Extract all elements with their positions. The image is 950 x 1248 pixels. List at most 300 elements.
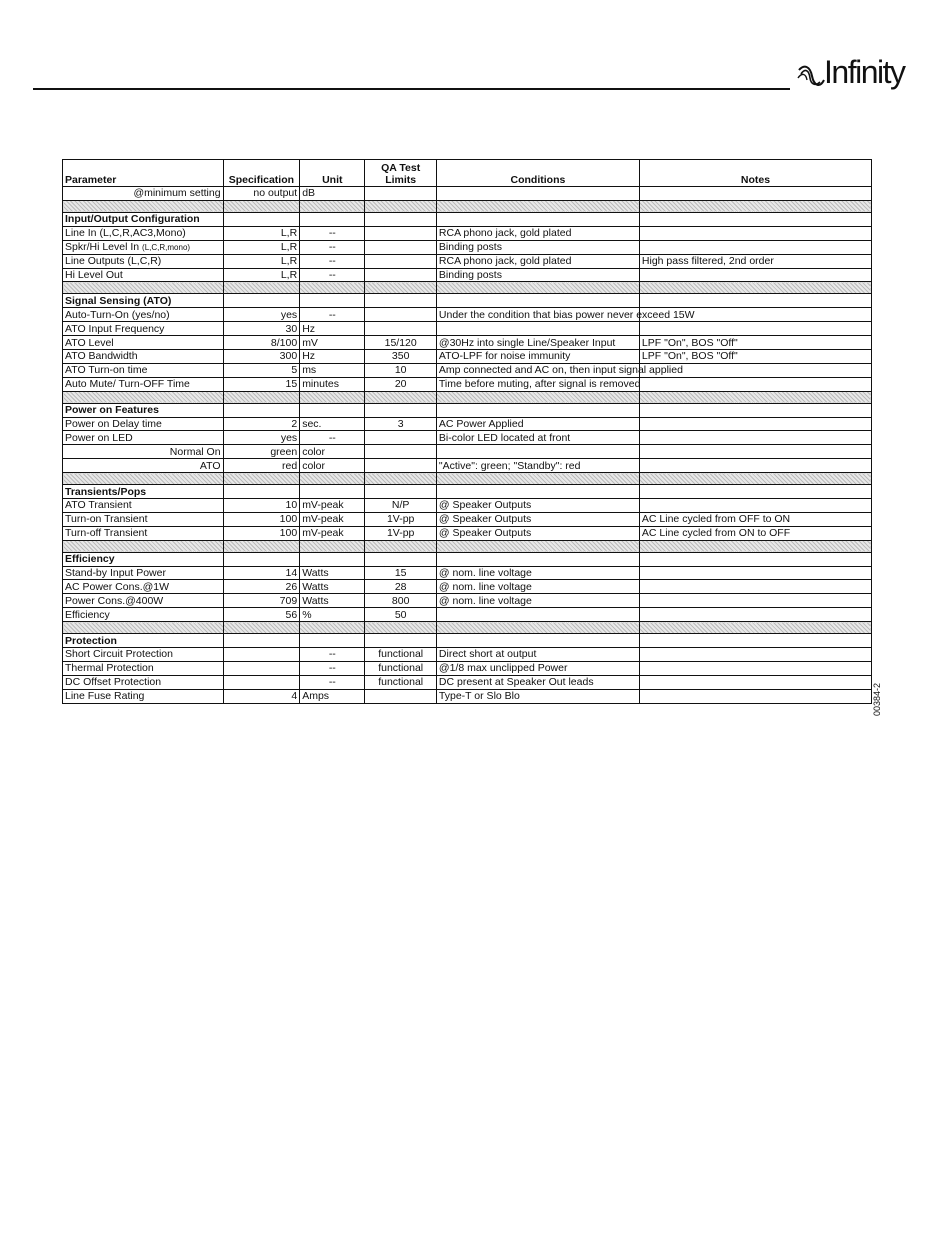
table-row: [63, 499, 872, 513]
unit-cell: Watts: [300, 566, 365, 580]
separator-cell: [223, 391, 300, 403]
empty-cell: [365, 212, 436, 226]
table-row: [63, 377, 872, 391]
unit-cell: --: [300, 648, 365, 662]
parameter-cell: [63, 240, 224, 254]
conditions-cell: Type-T or Slo Blo: [436, 689, 639, 703]
header-rule: [33, 88, 790, 90]
conditions-cell: [436, 445, 639, 459]
specification-cell: green: [223, 445, 300, 459]
parameter-label: Auto-Turn-On (yes/no): [65, 308, 170, 321]
separator-cell: [639, 540, 871, 552]
parameter-cell: [63, 566, 224, 580]
parameter-label: Line In (L,C,R,AC3,Mono): [65, 227, 186, 240]
parameter-label: Thermal Protection: [65, 662, 154, 675]
conditions-cell: Binding posts: [436, 240, 639, 254]
section-heading-row: [63, 212, 872, 226]
specification-cell: no output: [223, 187, 300, 201]
specification-cell: 30: [223, 322, 300, 336]
parameter-cell: [63, 322, 224, 336]
unit-cell: --: [300, 308, 365, 322]
table-row: [63, 526, 872, 540]
separator-cell: [436, 473, 639, 485]
header-parameter: Parameter: [63, 160, 224, 187]
unit-cell: --: [300, 254, 365, 268]
conditions-cell: Under the condition that bias power never exceed 15W: [436, 308, 639, 322]
separator-cell: [223, 473, 300, 485]
section-separator-row: [63, 622, 872, 634]
qa-limit-cell: 1V-pp: [365, 526, 436, 540]
specification-cell: L,R: [223, 226, 300, 240]
separator-cell: [365, 473, 436, 485]
parameter-cell: [63, 512, 224, 526]
brand-wordmark: Infinity: [824, 54, 905, 90]
unit-cell: ms: [300, 363, 365, 377]
empty-cell: [365, 403, 436, 417]
specification-cell: 15: [223, 377, 300, 391]
empty-cell: [639, 403, 871, 417]
empty-cell: [436, 552, 639, 566]
qa-limit-cell: [365, 445, 436, 459]
section-heading: Signal Sensing (ATO): [63, 294, 224, 308]
parameter-label: Line Outputs (L,C,R): [65, 255, 162, 268]
qa-limit-cell: functional: [365, 648, 436, 662]
empty-cell: [300, 212, 365, 226]
conditions-cell: [436, 608, 639, 622]
header-specification: Specification: [223, 160, 300, 187]
unit-cell: color: [300, 459, 365, 473]
specification-cell: 100: [223, 512, 300, 526]
parameter-cell: [63, 308, 224, 322]
unit-cell: Hz: [300, 322, 365, 336]
separator-cell: [63, 200, 224, 212]
specification-cell: 56: [223, 608, 300, 622]
empty-cell: [436, 294, 639, 308]
empty-cell: [300, 485, 365, 499]
parameter-cell: [63, 526, 224, 540]
parameter-cell: [63, 431, 224, 445]
notes-cell: [639, 689, 871, 703]
section-heading: Input/Output Configuration: [63, 212, 224, 226]
table-header-row: [63, 160, 872, 187]
parameter-cell: [63, 594, 224, 608]
separator-cell: [365, 540, 436, 552]
unit-cell: %: [300, 608, 365, 622]
notes-cell: [639, 566, 871, 580]
specification-cell: L,R: [223, 268, 300, 282]
empty-cell: [365, 294, 436, 308]
qa-limit-cell: 1V-pp: [365, 512, 436, 526]
section-heading-row: [63, 552, 872, 566]
parameter-label: Hi Level Out: [65, 269, 123, 281]
unit-cell: mV-peak: [300, 512, 365, 526]
qa-limit-cell: [365, 689, 436, 703]
brand-logo: [796, 52, 928, 98]
separator-cell: [365, 391, 436, 403]
parameter-cell: [63, 459, 224, 473]
unit-cell: --: [300, 661, 365, 675]
separator-cell: [300, 473, 365, 485]
separator-cell: [300, 391, 365, 403]
empty-cell: [436, 212, 639, 226]
specification-cell: 8/100: [223, 336, 300, 350]
separator-cell: [223, 540, 300, 552]
notes-cell: [639, 377, 871, 391]
table-row: [63, 322, 872, 336]
empty-cell: [639, 294, 871, 308]
unit-cell: color: [300, 445, 365, 459]
parameter-label: Turn-on Transient: [65, 513, 148, 526]
parameter-cell: [63, 675, 224, 689]
empty-cell: [300, 634, 365, 648]
qa-limit-cell: 20: [365, 377, 436, 391]
empty-cell: [436, 634, 639, 648]
parameter-label: Spkr/Hi Level In: [65, 240, 140, 253]
notes-cell: [639, 431, 871, 445]
qa-limit-cell: 28: [365, 580, 436, 594]
separator-cell: [63, 473, 224, 485]
specification-cell: 5: [223, 363, 300, 377]
section-heading: Efficiency: [63, 552, 224, 566]
section-separator-row: [63, 200, 872, 212]
conditions-cell: [436, 322, 639, 336]
separator-cell: [639, 200, 871, 212]
qa-limit-cell: [365, 187, 436, 201]
notes-cell: [639, 322, 871, 336]
empty-cell: [365, 634, 436, 648]
parameter-sublabel: (L,C,R,mono): [142, 242, 191, 252]
conditions-cell: @ Speaker Outputs: [436, 499, 639, 513]
unit-cell: --: [300, 226, 365, 240]
parameter-cell: [63, 268, 224, 282]
section-heading: Transients/Pops: [63, 485, 224, 499]
unit-cell: dB: [300, 187, 365, 201]
qa-limit-cell: 15/120: [365, 336, 436, 350]
empty-cell: [639, 552, 871, 566]
separator-cell: [223, 282, 300, 294]
unit-cell: Amps: [300, 689, 365, 703]
section-heading-row: [63, 403, 872, 417]
conditions-cell: Direct short at output: [436, 648, 639, 662]
conditions-cell: ATO-LPF for noise immunity: [436, 350, 639, 364]
conditions-cell: DC present at Speaker Out leads: [436, 675, 639, 689]
notes-cell: [639, 661, 871, 675]
parameter-label: Power Cons.@400W: [65, 594, 164, 607]
table-row: [63, 445, 872, 459]
separator-cell: [223, 200, 300, 212]
conditions-cell: @ nom. line voltage: [436, 580, 639, 594]
conditions-cell: "Active": green; "Standby": red: [436, 459, 639, 473]
unit-cell: minutes: [300, 377, 365, 391]
table-row: [63, 648, 872, 662]
qa-limit-cell: 15: [365, 566, 436, 580]
conditions-cell: @ Speaker Outputs: [436, 526, 639, 540]
unit-cell: Watts: [300, 580, 365, 594]
notes-cell: [639, 608, 871, 622]
parameter-cell: [63, 445, 224, 459]
conditions-cell: @30Hz into single Line/Speaker Input: [436, 336, 639, 350]
empty-cell: [223, 485, 300, 499]
conditions-cell: RCA phono jack, gold plated: [436, 226, 639, 240]
separator-cell: [436, 200, 639, 212]
parameter-cell: [63, 350, 224, 364]
specification-cell: [223, 661, 300, 675]
table-row: [63, 226, 872, 240]
table-row: [63, 417, 872, 431]
unit-cell: mV-peak: [300, 499, 365, 513]
qa-limit-cell: [365, 308, 436, 322]
section-separator-row: [63, 540, 872, 552]
table-row: [63, 363, 872, 377]
separator-cell: [436, 622, 639, 634]
parameter-cell: [63, 580, 224, 594]
specification-cell: 4: [223, 689, 300, 703]
specification-cell: L,R: [223, 254, 300, 268]
parameter-label: ATO: [199, 459, 221, 472]
separator-cell: [436, 282, 639, 294]
specification-cell: red: [223, 459, 300, 473]
parameter-label: Power on Delay time: [65, 418, 162, 431]
header-conditions: Conditions: [436, 160, 639, 187]
unit-cell: --: [300, 268, 365, 282]
empty-cell: [223, 294, 300, 308]
specification-cell: 709: [223, 594, 300, 608]
separator-cell: [63, 540, 224, 552]
notes-cell: LPF "On", BOS "Off": [639, 336, 871, 350]
notes-cell: [639, 675, 871, 689]
parameter-cell: [63, 661, 224, 675]
unit-cell: Hz: [300, 350, 365, 364]
table-row: [63, 459, 872, 473]
notes-cell: [639, 648, 871, 662]
parameter-label: Line Fuse Rating: [65, 690, 145, 703]
table-row: [63, 661, 872, 675]
empty-cell: [639, 634, 871, 648]
empty-cell: [300, 403, 365, 417]
parameter-label: @minimum setting: [133, 187, 221, 200]
parameter-label: Efficiency: [65, 608, 110, 621]
specification-cell: yes: [223, 431, 300, 445]
empty-cell: [639, 212, 871, 226]
notes-cell: LPF "On", BOS "Off": [639, 350, 871, 364]
unit-cell: --: [300, 240, 365, 254]
qa-limit-cell: [365, 240, 436, 254]
specification-cell: 26: [223, 580, 300, 594]
unit-cell: mV-peak: [300, 526, 365, 540]
parameter-cell: [63, 608, 224, 622]
parameter-label: ATO Input Frequency: [65, 322, 165, 335]
header-qa-line1: QA Test: [381, 162, 421, 174]
specification-cell: 14: [223, 566, 300, 580]
empty-cell: [223, 552, 300, 566]
section-separator-row: [63, 282, 872, 294]
conditions-cell: @1/8 max unclipped Power: [436, 661, 639, 675]
parameter-label: ATO Turn-on time: [65, 364, 148, 377]
table-row: [63, 594, 872, 608]
table-body: [63, 187, 872, 704]
parameter-label: Power on LED: [65, 431, 133, 444]
parameter-label: DC Offset Protection: [65, 676, 162, 689]
qa-limit-cell: 50: [365, 608, 436, 622]
header-unit: Unit: [300, 160, 365, 187]
separator-cell: [639, 391, 871, 403]
conditions-cell: @ nom. line voltage: [436, 594, 639, 608]
separator-cell: [365, 282, 436, 294]
empty-cell: [436, 485, 639, 499]
qa-limit-cell: [365, 459, 436, 473]
qa-limit-cell: 800: [365, 594, 436, 608]
qa-limit-cell: [365, 226, 436, 240]
qa-limit-cell: [365, 254, 436, 268]
separator-cell: [300, 622, 365, 634]
header-qa-line2: Limits: [385, 174, 417, 186]
empty-cell: [300, 294, 365, 308]
parameter-label: Short Circuit Protection: [65, 648, 173, 661]
notes-cell: [639, 594, 871, 608]
parameter-label: ATO Transient: [65, 499, 132, 512]
specification-cell: L,R: [223, 240, 300, 254]
separator-cell: [223, 622, 300, 634]
separator-cell: [300, 540, 365, 552]
parameter-cell: [63, 187, 224, 201]
section-heading: Protection: [63, 634, 224, 648]
table-row: [63, 512, 872, 526]
empty-cell: [436, 403, 639, 417]
conditions-cell: [436, 187, 639, 201]
separator-cell: [639, 282, 871, 294]
parameter-cell: [63, 377, 224, 391]
table-row: [63, 675, 872, 689]
notes-cell: [639, 240, 871, 254]
unit-cell: mV: [300, 336, 365, 350]
section-heading-row: [63, 485, 872, 499]
conditions-cell: AC Power Applied: [436, 417, 639, 431]
empty-cell: [223, 634, 300, 648]
conditions-cell: Bi-color LED located at front: [436, 431, 639, 445]
section-separator-row: [63, 391, 872, 403]
separator-cell: [365, 200, 436, 212]
qa-limit-cell: [365, 268, 436, 282]
table-row: [63, 187, 872, 201]
section-heading: Power on Features: [63, 403, 224, 417]
unit-cell: sec.: [300, 417, 365, 431]
qa-limit-cell: functional: [365, 675, 436, 689]
empty-cell: [300, 552, 365, 566]
conditions-cell: @ nom. line voltage: [436, 566, 639, 580]
specification-cell: 2: [223, 417, 300, 431]
notes-cell: [639, 417, 871, 431]
separator-cell: [300, 282, 365, 294]
separator-cell: [639, 622, 871, 634]
separator-cell: [365, 622, 436, 634]
header-qa-test-limits: [365, 160, 436, 187]
parameter-label: Auto Mute/ Turn-OFF Time: [65, 378, 190, 391]
parameter-label: Turn-off Transient: [65, 527, 148, 540]
notes-cell: [639, 226, 871, 240]
section-heading-row: [63, 634, 872, 648]
qa-limit-cell: N/P: [365, 499, 436, 513]
table-row: [63, 566, 872, 580]
qa-limit-cell: functional: [365, 661, 436, 675]
separator-cell: [63, 622, 224, 634]
specification-cell: 300: [223, 350, 300, 364]
empty-cell: [639, 485, 871, 499]
qa-limit-cell: [365, 431, 436, 445]
empty-cell: [365, 552, 436, 566]
parameter-cell: [63, 499, 224, 513]
table-row: [63, 268, 872, 282]
section-heading-row: [63, 294, 872, 308]
separator-cell: [436, 540, 639, 552]
specification-cell: 100: [223, 526, 300, 540]
separator-cell: [436, 391, 639, 403]
notes-cell: AC Line cycled from OFF to ON: [639, 512, 871, 526]
unit-cell: Watts: [300, 594, 365, 608]
notes-cell: AC Line cycled from ON to OFF: [639, 526, 871, 540]
qa-limit-cell: 10: [365, 363, 436, 377]
parameter-label: Normal On: [169, 445, 221, 458]
parameter-label: ATO Level: [65, 336, 114, 349]
empty-cell: [223, 212, 300, 226]
specification-cell: [223, 675, 300, 689]
specification-cell: 10: [223, 499, 300, 513]
specification-cell: [223, 648, 300, 662]
qa-limit-cell: 3: [365, 417, 436, 431]
table-row: [63, 240, 872, 254]
parameter-cell: [63, 254, 224, 268]
table-row: [63, 308, 872, 322]
conditions-cell: Amp connected and AC on, then input signal applied: [436, 363, 639, 377]
separator-cell: [63, 391, 224, 403]
notes-cell: [639, 445, 871, 459]
parameter-cell: [63, 689, 224, 703]
table-row: [63, 350, 872, 364]
document-code: 00384-2: [872, 682, 882, 716]
specification-table: [62, 159, 872, 704]
unit-cell: --: [300, 675, 365, 689]
table-row: [63, 336, 872, 350]
notes-cell: [639, 459, 871, 473]
parameter-label: AC Power Cons.@1W: [65, 580, 170, 593]
table-row: [63, 689, 872, 703]
separator-cell: [300, 200, 365, 212]
notes-cell: [639, 580, 871, 594]
parameter-label: ATO Bandwidth: [65, 350, 138, 363]
notes-cell: [639, 187, 871, 201]
parameter-cell: [63, 226, 224, 240]
specification-cell: yes: [223, 308, 300, 322]
table-row: [63, 608, 872, 622]
parameter-cell: [63, 363, 224, 377]
section-separator-row: [63, 473, 872, 485]
notes-cell: High pass filtered, 2nd order: [639, 254, 871, 268]
empty-cell: [223, 403, 300, 417]
conditions-cell: @ Speaker Outputs: [436, 512, 639, 526]
qa-limit-cell: [365, 322, 436, 336]
separator-cell: [639, 473, 871, 485]
conditions-cell: RCA phono jack, gold plated: [436, 254, 639, 268]
qa-limit-cell: 350: [365, 350, 436, 364]
empty-cell: [365, 485, 436, 499]
notes-cell: [639, 268, 871, 282]
infinity-swirl-icon: [796, 62, 826, 92]
unit-cell: --: [300, 431, 365, 445]
separator-cell: [63, 282, 224, 294]
notes-cell: [639, 499, 871, 513]
parameter-label: Stand-by Input Power: [65, 567, 166, 580]
parameter-cell: [63, 417, 224, 431]
table-row: [63, 580, 872, 594]
